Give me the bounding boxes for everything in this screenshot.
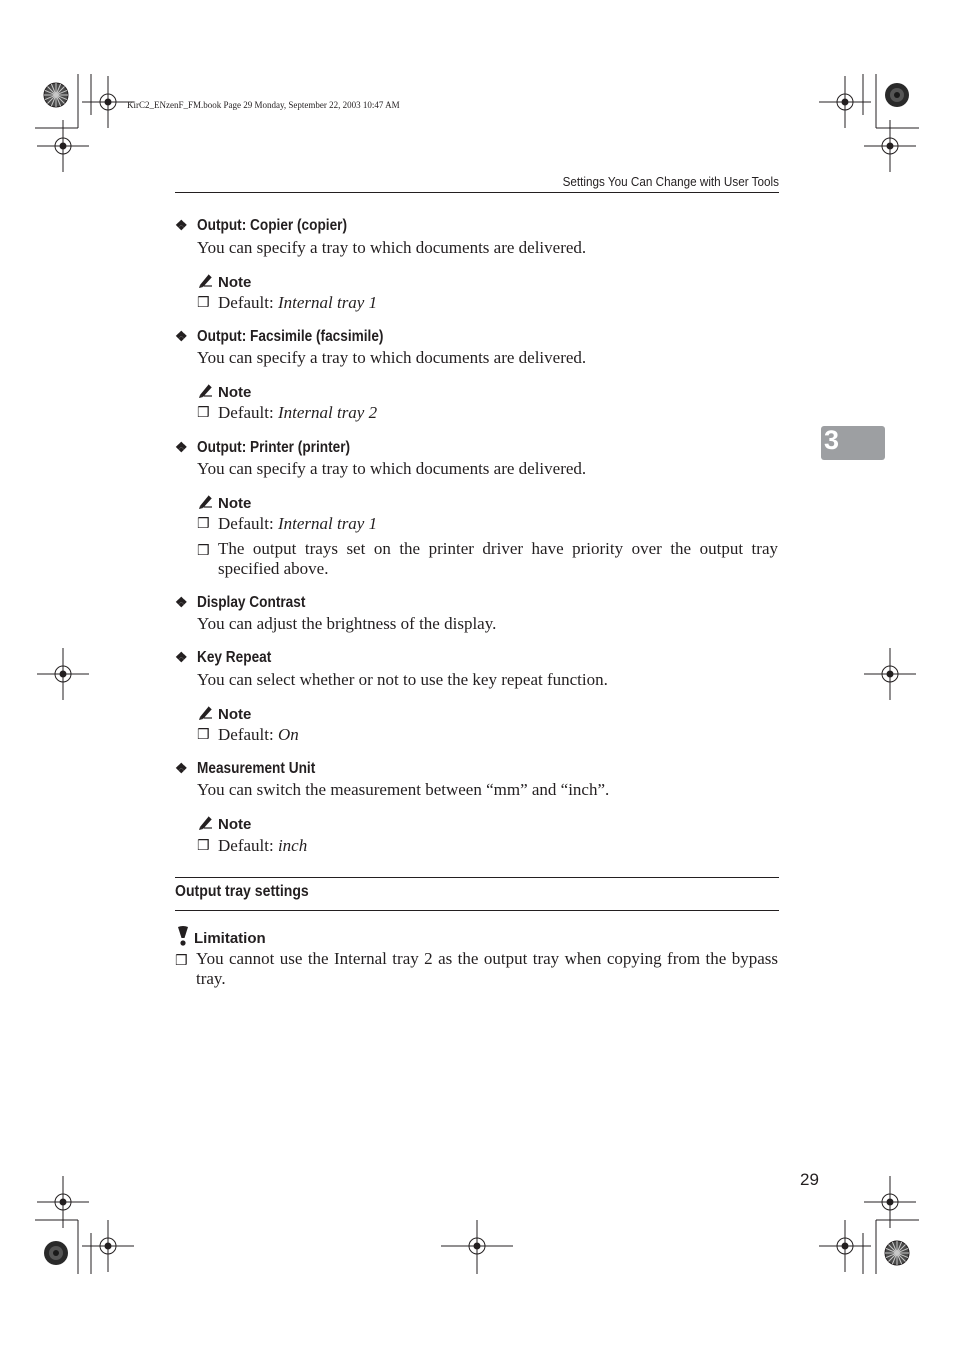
item-desc-printer: You can specify a tray to which documents are delivered. bbox=[197, 459, 587, 478]
note-default-facsimile: ❒ Default: Internal tray 2 bbox=[197, 403, 378, 422]
pencil-note-icon bbox=[197, 492, 215, 510]
checkbox-bullet-icon: ❒ bbox=[197, 727, 210, 743]
pencil-note-icon bbox=[197, 271, 215, 289]
section-rule-bottom bbox=[175, 910, 779, 911]
note-heading: Note bbox=[197, 703, 251, 723]
item-title-copier: ❖ Output: Copier (copier) bbox=[175, 217, 348, 234]
chapter-tab: 3 bbox=[821, 426, 885, 460]
item-desc-contrast: You can adjust the brightness of the display. bbox=[197, 614, 497, 633]
limitation-heading: Limitation bbox=[175, 926, 266, 947]
diamond-bullet-icon: ❖ bbox=[175, 649, 188, 665]
diamond-bullet-icon: ❖ bbox=[175, 594, 188, 610]
pencil-note-icon bbox=[197, 381, 215, 399]
checkbox-bullet-icon: ❒ bbox=[197, 516, 210, 532]
note-heading: Note bbox=[197, 813, 251, 833]
note-default-key-repeat: ❒ Default: On bbox=[197, 725, 299, 744]
item-title-printer: ❖ Output: Printer (printer) bbox=[175, 439, 351, 456]
checkbox-bullet-icon: ❒ bbox=[197, 543, 210, 559]
page-number: 29 bbox=[800, 1170, 819, 1189]
note-heading: Note bbox=[197, 271, 251, 291]
item-desc-copier: You can specify a tray to which documents are delivered. bbox=[197, 238, 587, 257]
file-info: KirC2_ENzenF_FM.book Page 29 Monday, September 22, 2003 10:47 AM bbox=[127, 100, 400, 110]
diamond-bullet-icon: ❖ bbox=[175, 760, 188, 776]
section-rule-top bbox=[175, 877, 779, 878]
item-title-facsimile: ❖ Output: Facsimile (facsimile) bbox=[175, 328, 384, 345]
item-desc-key-repeat: You can select whether or not to use the key repeat function. bbox=[197, 670, 608, 689]
checkbox-bullet-icon: ❒ bbox=[197, 405, 210, 421]
checkbox-bullet-icon: ❒ bbox=[175, 953, 188, 969]
note-heading: Note bbox=[197, 381, 251, 401]
diamond-bullet-icon: ❖ bbox=[175, 439, 188, 455]
item-title-measurement: ❖ Measurement Unit bbox=[175, 760, 316, 777]
note-printer-priority: ❒ The output trays set on the printer driver have priority over the output tray specified above. bbox=[197, 539, 778, 578]
diamond-bullet-icon: ❖ bbox=[175, 217, 188, 233]
checkbox-bullet-icon: ❒ bbox=[197, 838, 210, 854]
note-heading: Note bbox=[197, 492, 251, 512]
note-default-copier: ❒ Default: Internal tray 1 bbox=[197, 293, 378, 312]
note-default-printer: ❒ Default: Internal tray 1 bbox=[197, 514, 378, 533]
limitation-text: ❒ You cannot use the Internal tray 2 as the output tray when copying from the bypass tray. bbox=[175, 949, 778, 988]
running-head: Settings You Can Change with User Tools bbox=[562, 174, 779, 189]
diamond-bullet-icon: ❖ bbox=[175, 328, 188, 344]
item-desc-measurement: You can switch the measurement between “mm” and “inch”. bbox=[197, 780, 610, 799]
section-title: Output tray settings bbox=[175, 883, 309, 900]
item-title-contrast: ❖ Display Contrast bbox=[175, 594, 306, 611]
item-title-key-repeat: ❖ Key Repeat bbox=[175, 649, 272, 666]
exclamation-limitation-icon bbox=[175, 926, 191, 946]
pencil-note-icon bbox=[197, 813, 215, 831]
header-rule bbox=[175, 192, 779, 193]
checkbox-bullet-icon: ❒ bbox=[197, 295, 210, 311]
item-desc-facsimile: You can specify a tray to which documents are delivered. bbox=[197, 348, 587, 367]
note-default-measurement: ❒ Default: inch bbox=[197, 836, 308, 855]
pencil-note-icon bbox=[197, 703, 215, 721]
